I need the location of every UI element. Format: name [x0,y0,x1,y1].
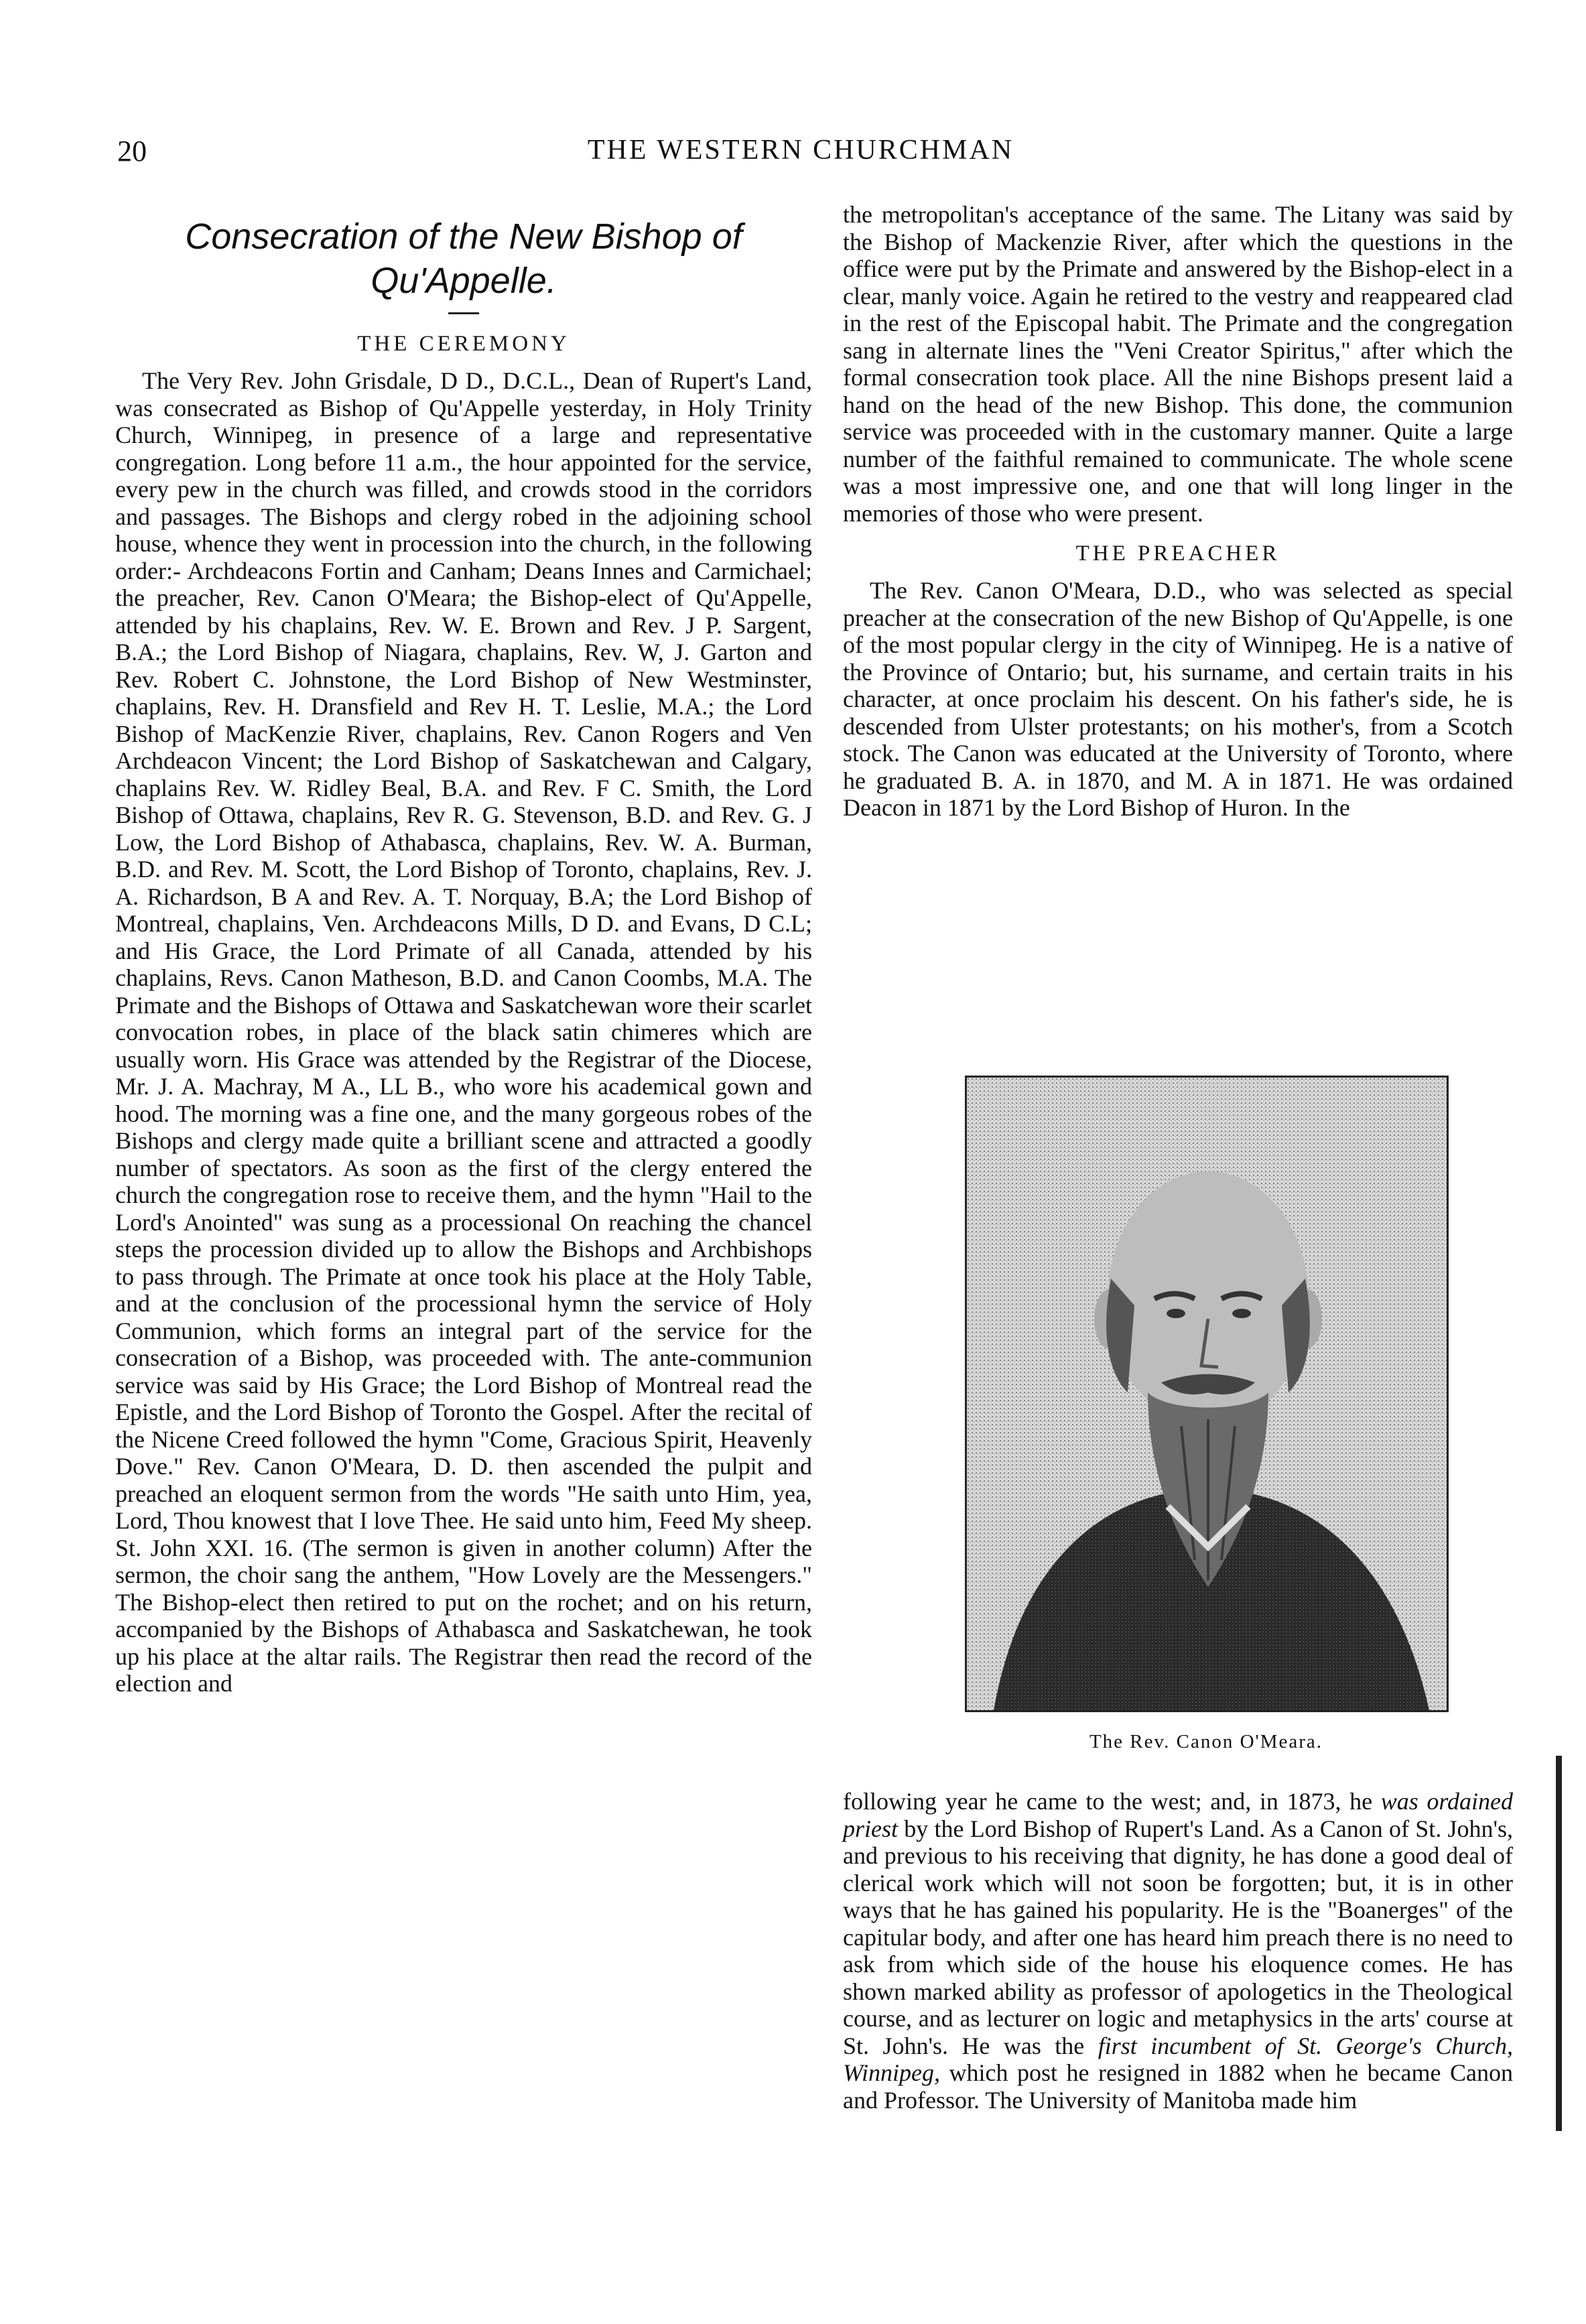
portrait-engraving [967,1078,1447,1710]
portrait-caption: The Rev. Canon O'Meara. [1089,1731,1323,1752]
italic-run-incumbent: first incumbent of St. George's Church, Winnipeg, [843,2032,1513,2086]
italic-run-ordained: was ordained priest [843,1788,1513,1842]
title-rule [448,312,479,314]
right-column-lower [843,1788,1513,2114]
section-heading-preacher: THE PREACHER [1075,541,1280,566]
ceremony-paragraph: The Very Rev. John Grisdale, D D., D.C.L., Dean of Rupert's Land, was consecrated as Bishop of Qu'Appelle yesterday, in Holy Trinity Church, Winnipeg, in presence of a large and representative congregation. Long before 11 a.m., the hour appointed for the service, every pew in the church was filled, and crowds stood in the corridors and passages. The Bishops and clergy robed in the adjoining school house, whence they went in procession into the church, in the following order:- Archdeacons Fortin and Canham; Deans Innes and Carmichael; the preacher, Rev. Canon O'Meara; the Bishop-elect of Qu'Appelle, attended by his chaplains, Rev. W. E. Brown and Rev. J P. Sargent, B.A.; the Lord Bishop of Niagara, chaplains, Rev. W, J. Garton and Rev. Robert C. Johnstone, the Lord Bishop of New Westminster, chaplains, Rev. H. Dransfield and Rev H. T. Leslie, M.A.; the Lord Bishop of MacKenzie River, chaplains, Rev. Canon Rogers and Ven Archdeacon Vincent; the Lord Bishop of Saskatchewan and Calgary, chaplains Rev. W. Ridley Beal, B.A. and Rev. F C. Smith, the Lord Bishop of Ottawa, chaplains, Rev R. G. Stevenson, B.D. and Rev. G. J Low, the Lord Bishop of Athabasca, chaplains, Rev. W. A. Burman, B.D. and Rev. M. Scott, the Lord Bishop of Toronto, chaplains, Rev. J. A. Richardson, B A and Rev. A. T. Norquay, B.A; the Lord Bishop of Montreal, chaplains, Ven. Archdeacons Mills, D D. and Evans, D C.L; and His Grace, the Lord Primate of all Canada, attended by his chaplains, Revs. Canon Matheson, B.D. and Canon Coombs, M.A. The Primate and the Bishops of Ottawa and Saskatchewan wore their scarlet convocation robes, in place of the black satin chimeres which are usually worn. His Grace was attended by the Registrar of the Diocese, Mr. J. A. Machray, M A., LL B., who wore his academical gown and hood. The morning was a fine one, and the many gorgeous robes of the Bishops and clergy made quite a brilliant scene and attracted a goodly number of spectators. As soon as the first of the clergy entered the church the congregation rose to receive them, and the hymn "Hail to the Lord's Anointed" was sung as a processional On reaching the chancel steps the procession divided up to allow the Bishops and Archbishops to pass through. The Primate at once took his place at the Holy Table, and at the conclusion of the processional hymn the service of Holy Communion, which forms an integral part of the service for the consecration of a Bishop, was proceeded with. The ante-communion service was said by His Grace; the Lord Bishop of Montreal read the Epistle, and the Lord Bishop of Toronto the Gospel. After the recital of the Nicene Creed followed the hymn "Come, Gracious Spirit, Heavenly Dove." Rev. Canon O'Meara, D. D. then ascended the pulpit and preached an eloquent sermon from the words "He saith unto Him, yea, Lord, Thou knowest that I love Thee. He said unto him, Feed My sheep. St. John XXI. 16. (The sermon is given in another column) After the sermon, the choir sang the anthem, "How Lovely are the Messengers." The Bishop-elect then retired to put on the rochet; and on his return, accompanied by the Bishops of Athabasca and Saskatchewan, he took up his place at the altar rails. The Registrar then read the record of the election and [115,367,812,1697]
section-heading-ceremony: THE CEREMONY [357,332,570,356]
journal-title: THE WESTERN CHURCHMAN [587,135,1014,166]
page-number: 20 [117,135,147,168]
running-head [117,134,1484,181]
left-column [115,201,812,1697]
text-run: by the Lord Bishop of Rupert's Land. As a Canon of St. John's, and previous to his receiving that dignity, he has done a good deal of clerical work which will not soon be forgotten; but, it is in other ways that he has gained his popularity. He is the "Boanerges" of the capitular body, and after one has heard him preach there is no need to ask from which side of the house his eloquence comes. He has shown marked ability as professor of apologetics in the Theological course, and as lecturer on logic and metaphysics in the arts' course at St. John's. He was the [843,1815,1513,2059]
page-edge-mark [1556,1756,1562,2131]
right-column [843,201,1513,822]
preacher-paragraph: The Rev. Canon O'Meara, D.D., who was selected as special preacher at the consecration of the new Bishop of Qu'Appelle, is one of the most popular clergy in the city of Winnipeg. He is a native of the Province of Ontario; but, his surname, and certain traits in his character, at once proclaim his descent. On his father's side, he is descended from Ulster protestants; on his mother's, from a Scotch stock. The Canon was educated at the University of Toronto, where he graduated B. A. in 1870, and M. A in 1871. He was ordained Deacon in 1871 by the Lord Bishop of Huron. In the [843,577,1513,821]
article-title: Consecration of the New Bishop of Qu'Appelle. [185,216,742,301]
text-run: following year he came to the west; and, in 1873, he [843,1788,1381,1815]
portrait-image [965,1076,1449,1712]
text-run: which post he resigned in 1882 when he became Canon and Professor. The University of Manitoba made him [843,2059,1513,2114]
ceremony-paragraph-continued: the metropolitan's acceptance of the same. The Litany was said by the Bishop of Mackenzie River, after which the questions in the office were put by the Primate and answered by the Bishop-elect in a clear, manly voice. Again he retired to the vestry and reappeared clad in the rest of the Episcopal habit. The Primate and the congregation sang in alternate lines the "Veni Creator Spiritus," after which the formal consecration took place. All the nine Bishops present laid a hand on the head of the new Bishop. This done, the communion service was proceeded with in the customary manner. Quite a large number of the faithful remained to communicate. The whole scene was a most impressive one, and one that will long linger in the memories of those who were present. [843,201,1513,527]
preacher-paragraph-continued [843,1788,1513,2114]
